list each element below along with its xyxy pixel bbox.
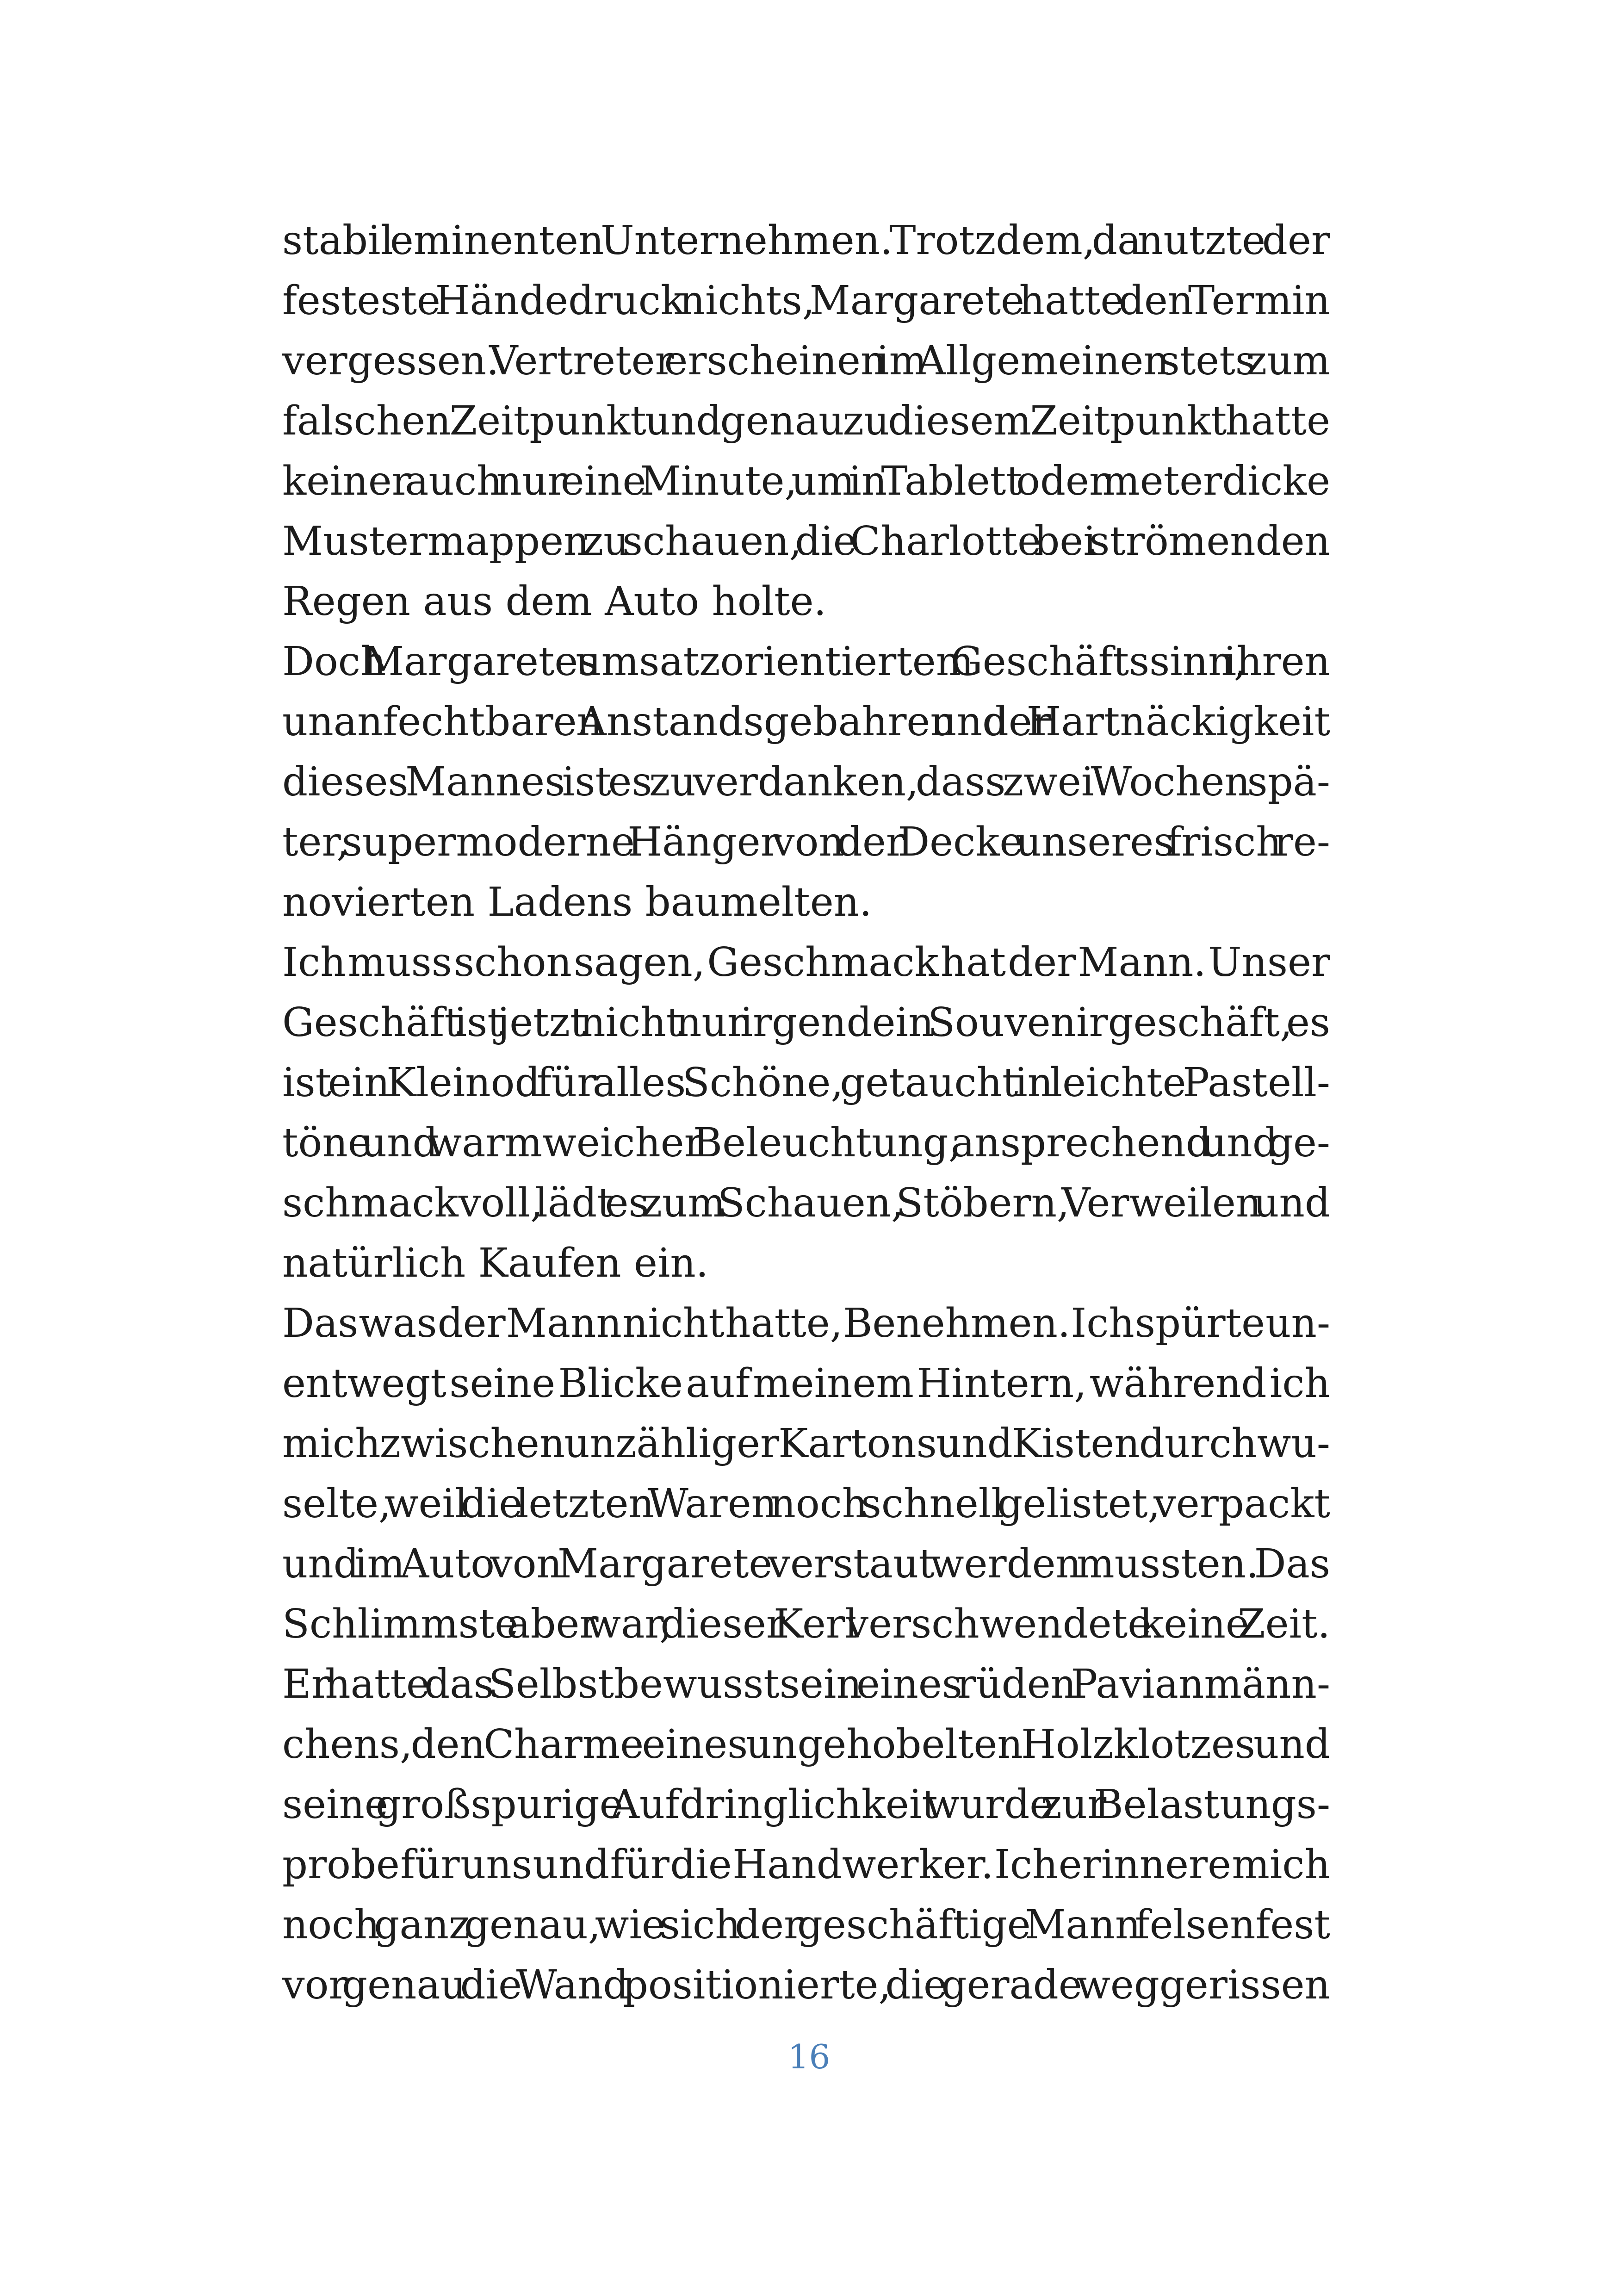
text-line: keiner auch nur eine Minute, um in Tablett oder meterdicke: [282, 458, 1330, 504]
text-line: unanfechtbaren Anstandsgebahren und der Hartnäckigkeit: [282, 699, 1330, 745]
text-line: probe für uns und für die Handwerker. Ich erinnere mich: [282, 1842, 1330, 1888]
text-line: festeste Händedruck nichts, Margarete hatte den Termin: [282, 278, 1330, 324]
body-text: [282, 211, 1330, 2015]
text-line: ist ein Kleinod für alles Schöne, getaucht in leichte Pastell-: [282, 1060, 1330, 1106]
text-line: vor genau die Wand positionierte, die gerade weggerissen: [282, 1962, 1330, 2008]
text-line: ter, supermoderne Hänger von der Decke unseres frisch re-: [282, 819, 1330, 865]
text-line: dieses Mannes ist es zu verdanken, dass zwei Wochen spä-: [282, 759, 1330, 805]
text-line: stabil eminenten Unternehmen. Trotzdem, da nutzte der: [282, 217, 1330, 264]
text-line: Doch Margaretes umsatzorientiertem Geschäftssinn, ihren: [282, 639, 1330, 685]
text-line: entwegt seine Blicke auf meinem Hintern, während ich: [282, 1360, 1330, 1407]
text-line: selte, weil die letzten Waren noch schnell gelistet, verpackt: [282, 1481, 1330, 1527]
text-line: und im Auto von Margarete verstaut werden mussten. Das: [282, 1541, 1330, 1587]
text-line: Geschäft ist jetzt nicht nur irgendein Souvenirgeschäft, es: [282, 999, 1330, 1046]
text-line: schmackvoll, lädt es zum Schauen, Stöbern, Verweilen und: [282, 1180, 1330, 1226]
text-line: seine großspurige Aufdringlichkeit wurde zur Belastungs-: [282, 1781, 1330, 1828]
text-line: noch ganz genau, wie sich der geschäftige Mann felsenfest: [282, 1902, 1330, 1948]
text-line: Regen aus dem Auto holte.: [282, 578, 826, 625]
text-line: novierten Ladens baumelten.: [282, 879, 872, 925]
text-line: falschen Zeitpunkt und genau zu diesem Zeitpunkt hatte: [282, 398, 1330, 444]
text-line: töne und warmweicher Beleuchtung, ansprechend und ge-: [282, 1120, 1330, 1166]
text-line: vergessen. Vertreter erscheinen im Allgemeinen stets zum: [282, 338, 1330, 384]
text-line: mich zwischen unzähliger Kartons und Kisten durchwu-: [282, 1421, 1330, 1467]
text-line: Er hatte das Selbstbewusstsein eines rüden Pavianmänn-: [282, 1661, 1330, 1707]
page-number: 16: [787, 2037, 831, 2076]
text-line: Das was der Mann nicht hatte, Benehmen. Ich spürte un-: [282, 1300, 1330, 1347]
text-line: natürlich Kaufen ein.: [282, 1240, 709, 1286]
text-line: chens, den Charme eines ungehobelten Holzklotzes und: [282, 1721, 1330, 1768]
text-line: Ich muss schon sagen, Geschmack hat der Mann. Unser: [282, 939, 1330, 986]
text-line: Mustermappen zu schauen, die Charlotte bei strömenden: [282, 518, 1330, 565]
text-line: Schlimmste aber war, dieser Kerl verschwendete keine Zeit.: [282, 1601, 1330, 1647]
